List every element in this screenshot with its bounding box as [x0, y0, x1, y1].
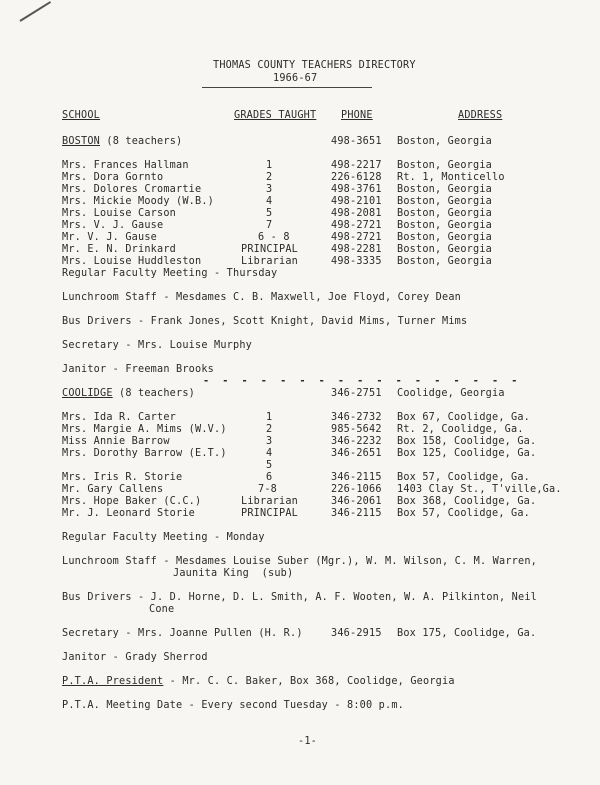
coolidge-bus-drivers-cont: Cone	[149, 604, 175, 615]
teacher-grade: 2	[266, 172, 273, 183]
coolidge-heading	[62, 388, 195, 400]
teacher-name: Mrs. Louise Huddleston	[62, 256, 202, 267]
teacher-address: Box 57, Coolidge, Ga.	[397, 508, 531, 519]
coolidge-lunchroom: Lunchroom Staff - Mesdames Louise Suber (Mgr.), W. M. Wilson, C. M. Warren,	[62, 556, 538, 567]
teacher-address: Rt. 1, Monticello	[397, 172, 505, 183]
boston-count: (8 teachers)	[106, 136, 183, 147]
teacher-grade: 5	[266, 208, 273, 219]
header-grades: GRADES TAUGHT	[234, 110, 317, 121]
teacher-address: Boston, Georgia	[397, 220, 493, 231]
teacher-address: Box 125, Coolidge, Ga.	[397, 448, 537, 459]
teacher-grade: Librarian	[241, 496, 299, 507]
boston-lunchroom: Lunchroom Staff - Mesdames C. B. Maxwell, Joe Floyd, Corey Dean	[62, 292, 462, 303]
teacher-phone: 346-2651	[331, 448, 382, 459]
pta-president-value: - Mr. C. C. Baker, Box 368, Coolidge, Georgia	[163, 676, 455, 687]
teacher-grade: 4	[266, 448, 273, 459]
teacher-grade: 6	[266, 472, 273, 483]
teacher-address: Rt. 2, Coolidge, Ga.	[397, 424, 524, 435]
coolidge-meeting: Regular Faculty Meeting - Monday	[62, 532, 265, 543]
coolidge-count: (8 teachers)	[119, 388, 196, 399]
pta-president-label: P.T.A. President	[62, 676, 164, 687]
teacher-name: Mr. J. Leonard Storie	[62, 508, 196, 519]
teacher-phone: 985-5642	[331, 424, 382, 435]
teacher-address: Box 57, Coolidge, Ga.	[397, 472, 531, 483]
teacher-name: Mrs. Dorothy Barrow (E.T.)	[62, 448, 227, 459]
teacher-phone: 498-2281	[331, 244, 382, 255]
boston-phone: 498-3651	[331, 136, 382, 147]
teacher-phone: 498-2217	[331, 160, 382, 171]
section-separator: - - - - - - - - - - - - - - - - -	[203, 376, 521, 387]
teacher-address: 1403 Clay St., T'ville,Ga.	[397, 484, 562, 495]
teacher-phone: 498-3761	[331, 184, 382, 195]
boston-address: Boston, Georgia	[397, 136, 493, 147]
coolidge-phone: 346-2751	[331, 388, 382, 399]
teacher-phone: 346-2115	[331, 508, 382, 519]
teacher-address: Boston, Georgia	[397, 196, 493, 207]
teacher-grade: PRINCIPAL	[241, 508, 299, 519]
teacher-address: Boston, Georgia	[397, 160, 493, 171]
title-rule	[202, 87, 372, 88]
boston-bus-drivers: Bus Drivers - Frank Jones, Scott Knight, David Mims, Turner Mims	[62, 316, 468, 327]
teacher-grade: 3	[266, 184, 273, 195]
teacher-grade: 3	[266, 436, 273, 447]
teacher-name: Mrs. Dora Gornto	[62, 172, 164, 183]
teacher-grade: 1	[266, 160, 273, 171]
teacher-grade: 4	[266, 196, 273, 207]
coolidge-janitor: Janitor - Grady Sherrod	[62, 652, 208, 663]
teacher-phone: 346-2115	[331, 472, 382, 483]
teacher-name: Mrs. Mickie Moody (W.B.)	[62, 196, 215, 207]
teacher-phone: 498-3335	[331, 256, 382, 267]
teacher-name: Miss Annie Barrow	[62, 436, 170, 447]
teacher-grade: Librarian	[241, 256, 299, 267]
school-year: 1966-67	[273, 73, 318, 84]
coolidge-secretary-phone: 346-2915	[331, 628, 382, 639]
teacher-name: Mrs. Frances Hallman	[62, 160, 189, 171]
teacher-name: Mr. V. J. Gause	[62, 232, 158, 243]
teacher-grade: PRINCIPAL	[241, 244, 299, 255]
teacher-name: Mrs. Hope Baker (C.C.)	[62, 496, 202, 507]
page-number: -1-	[298, 736, 318, 747]
header-phone: PHONE	[341, 110, 373, 121]
boston-secretary: Secretary - Mrs. Louise Murphy	[62, 340, 253, 351]
teacher-address: Box 158, Coolidge, Ga.	[397, 436, 537, 447]
pen-mark	[19, 1, 51, 22]
boston-janitor: Janitor - Freeman Brooks	[62, 364, 215, 375]
teacher-phone: 346-2061	[331, 496, 382, 507]
teacher-address: Boston, Georgia	[397, 244, 493, 255]
teacher-name: Mrs. Margie A. Mims (W.V.)	[62, 424, 227, 435]
teacher-name: Mrs. Louise Carson	[62, 208, 177, 219]
coolidge-lunchroom-cont: Jaunita King (sub)	[173, 568, 294, 579]
pta-president	[62, 676, 455, 688]
teacher-address: Boston, Georgia	[397, 232, 493, 243]
teacher-address: Boston, Georgia	[397, 208, 493, 219]
teacher-phone: 346-2232	[331, 436, 382, 447]
teacher-address: Boston, Georgia	[397, 184, 493, 195]
boston-meeting: Regular Faculty Meeting - Thursday	[62, 268, 278, 279]
header-address: ADDRESS	[458, 110, 503, 121]
boston-name: BOSTON	[62, 136, 101, 147]
teacher-phone: 498-2721	[331, 220, 382, 231]
teacher-grade: 5	[266, 460, 273, 471]
teacher-name: Mr. Gary Callens	[62, 484, 164, 495]
coolidge-address: Coolidge, Georgia	[397, 388, 505, 399]
teacher-address: Boston, Georgia	[397, 256, 493, 267]
teacher-address: Box 67, Coolidge, Ga.	[397, 412, 531, 423]
teacher-grade: 7-8	[258, 484, 278, 495]
teacher-grade: 1	[266, 412, 273, 423]
teacher-phone: 498-2101	[331, 196, 382, 207]
teacher-grade: 7	[266, 220, 273, 231]
coolidge-secretary-address: Box 175, Coolidge, Ga.	[397, 628, 537, 639]
pta-meeting-date: P.T.A. Meeting Date - Every second Tuesday - 8:00 p.m.	[62, 700, 405, 711]
boston-heading	[62, 136, 182, 148]
teacher-name: Mrs. Iris R. Storie	[62, 472, 183, 483]
teacher-name: Mrs. V. J. Gause	[62, 220, 164, 231]
teacher-phone: 346-2732	[331, 412, 382, 423]
coolidge-name: COOLIDGE	[62, 388, 113, 399]
teacher-address: Box 368, Coolidge, Ga.	[397, 496, 537, 507]
teacher-phone: 498-2081	[331, 208, 382, 219]
coolidge-bus-drivers: Bus Drivers - J. D. Horne, D. L. Smith, A. F. Wooten, W. A. Pilkinton, Neil	[62, 592, 538, 603]
teacher-phone: 226-6128	[331, 172, 382, 183]
teacher-name: Mrs. Dolores Cromartie	[62, 184, 202, 195]
header-school: SCHOOL	[62, 110, 101, 121]
teacher-name: Mrs. Ida R. Carter	[62, 412, 177, 423]
teacher-name: Mr. E. N. Drinkard	[62, 244, 177, 255]
teacher-grade: 6 - 8	[258, 232, 290, 243]
teacher-grade: 2	[266, 424, 273, 435]
teacher-phone: 498-2721	[331, 232, 382, 243]
teacher-phone: 226-1066	[331, 484, 382, 495]
page-title: THOMAS COUNTY TEACHERS DIRECTORY	[213, 60, 416, 71]
coolidge-secretary: Secretary - Mrs. Joanne Pullen (H. R.)	[62, 628, 303, 639]
